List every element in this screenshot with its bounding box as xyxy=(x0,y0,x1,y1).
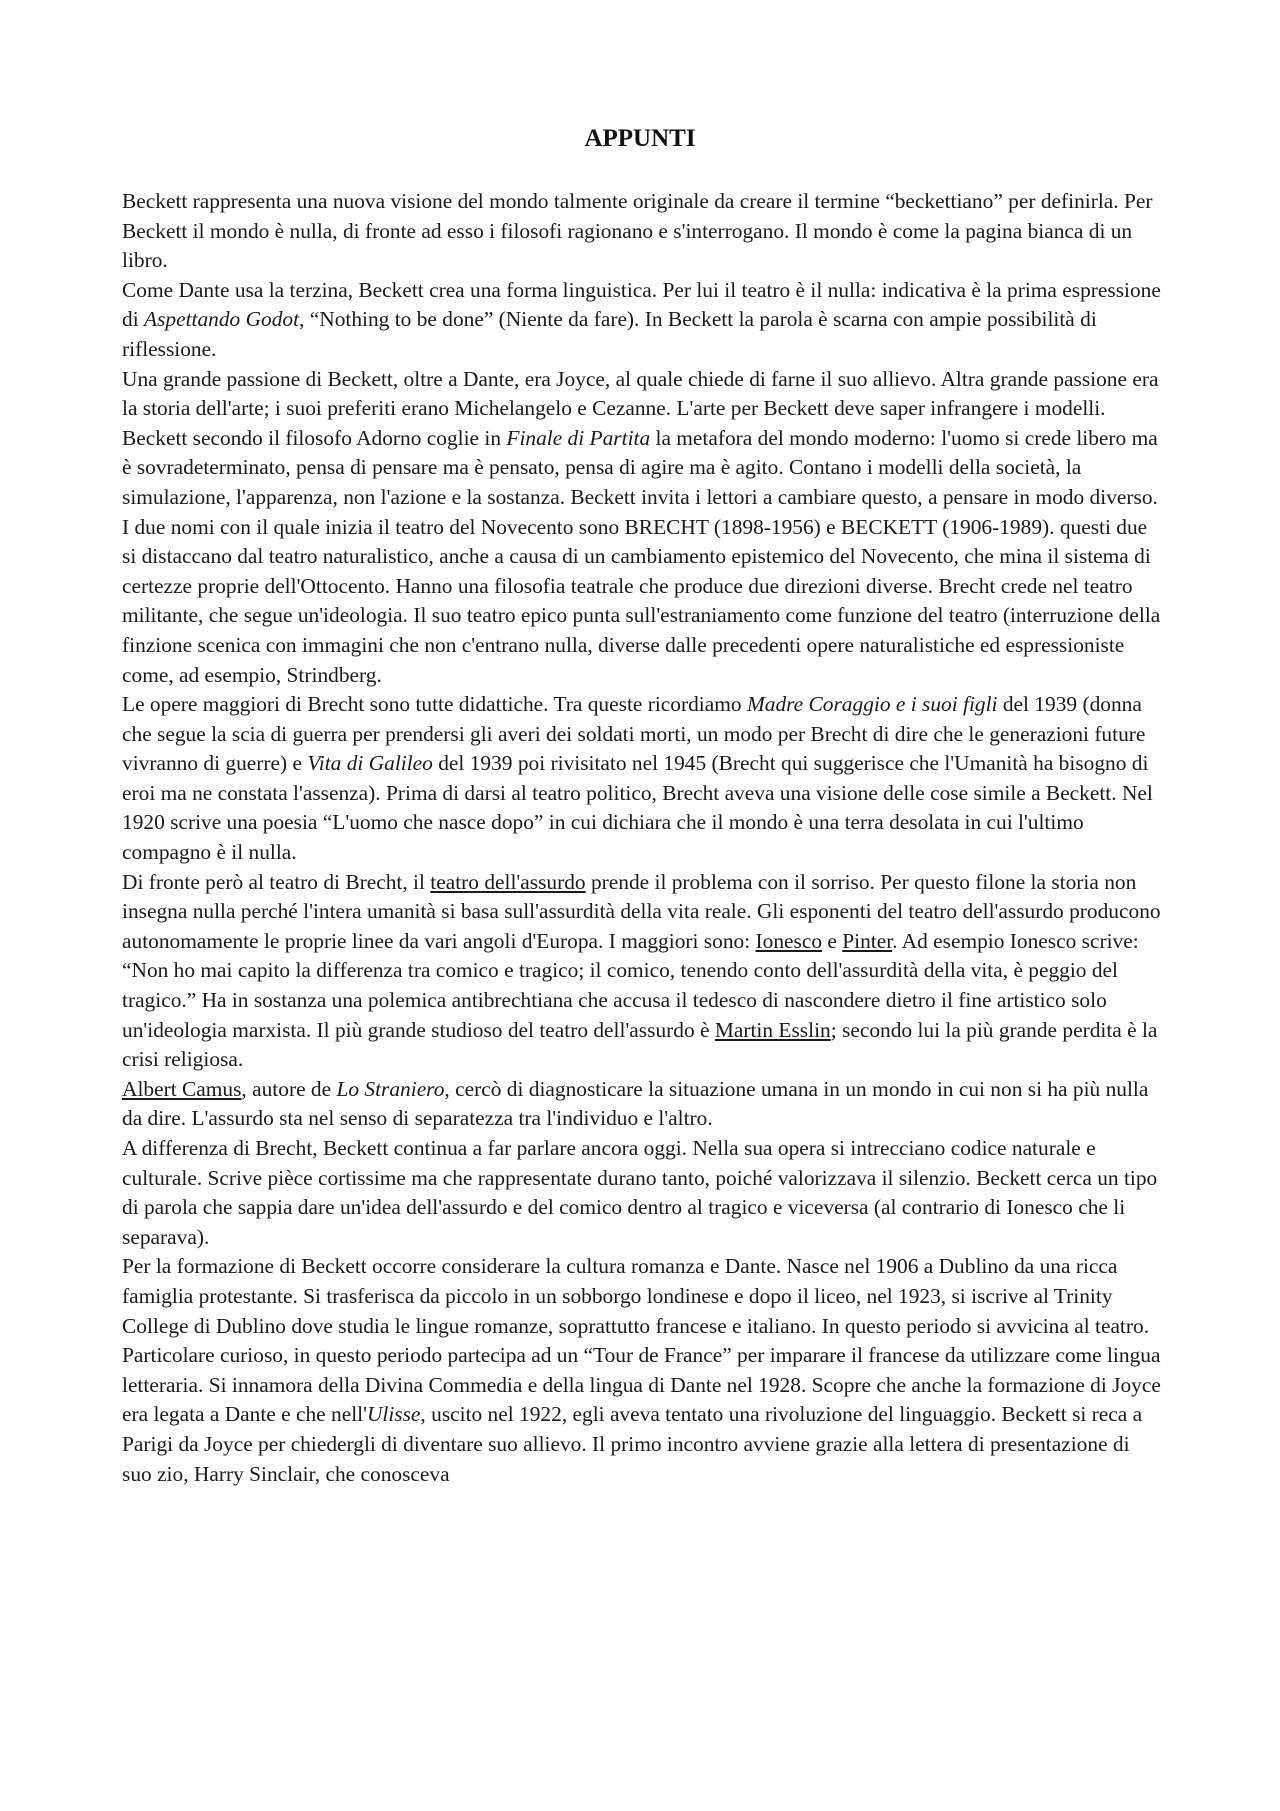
link-teatro-dell-assurdo[interactable]: teatro dell'assurdo xyxy=(430,869,586,894)
work-title-vita-di-galileo: Vita di Galileo xyxy=(307,751,433,776)
page-title: APPUNTI xyxy=(584,125,696,152)
paragraph-text: , cercò di diagnosticare la situazione umana in un mondo in cui non si ha più nulla da dire. L'assurdo sta nel senso di separatezza tra l'individuo e l'altro. xyxy=(122,1076,1149,1131)
paragraph-text: Una grande passione di Beckett, oltre a Dante, era Joyce, al quale chiede di farne il suo allievo. Altra grande passione era la storia dell'arte; i suoi preferiti erano Michelangelo e Cezanne. L'arte per Beckett deve saper infrangere i modelli. xyxy=(122,366,1159,421)
paragraph-text: del 1939 poi rivisitato nel 1945 (Brecht qui suggerisce che l'Umanità ha bisogno di eroi ma ne constata l'assenza). Prima di darsi al teatro politico, Brecht aveva una visione delle cose simile a Beckett. Nel 1920 scrive una poesia “L'uomo che nasce dopo” in cui dichiara che il mondo è una terra desolata in cui l'ultimo compagno è il nulla. xyxy=(122,751,1153,865)
paragraph-2 xyxy=(122,276,1162,365)
paragraph-text: Di fronte però al teatro di Brecht, il xyxy=(122,869,431,894)
paragraph-text: I due nomi con il quale inizia il teatro del Novecento sono BRECHT (1898-1956) e BECKETT (1906-1989). questi due si distaccano dal teatro naturalistico, anche a causa di un cambiamento epistemico del Novecento, che mina il sistema di certezze proprie dell'Ottocento. Hanno una filosofia teatrale che produce due direzioni diverse. Brecht crede nel teatro militante, che segue un'ideologia. Il suo teatro epico punta sull'estraniamento come funzione del teatro (interruzione della finzione scenica con immagini che non c'entrano nulla, diverse dalle precedenti opere naturalistiche ed espressioniste come, ad esempio, Strindberg. xyxy=(122,514,1161,687)
paragraph-5 xyxy=(122,513,1162,691)
paragraph-10 xyxy=(122,1252,1162,1489)
paragraph-text: la metafora del mondo moderno: l'uomo si crede libero ma è sovradeterminato, pensa di pensare ma è pensato, pensa di agire ma è agito. Contano i modelli della società, la simulazione, l'apparenza, non l'azione e la sostanza. Beckett invita i lettori a cambiare questo, a pensare in modo diverso. xyxy=(122,425,1158,509)
paragraph-text: Come Dante usa la terzina, Beckett crea una forma linguistica. Per lui il teatro è il nulla: indicativa è la prima espressione di xyxy=(122,277,1161,332)
paragraph-text: , “Nothing to be done” (Niente da fare). In Beckett la parola è scarna con ampie possibilità di riflessione. xyxy=(122,307,1097,361)
link-albert-camus[interactable]: Albert Camus xyxy=(122,1076,242,1101)
work-title-lo-straniero: Lo Straniero xyxy=(336,1076,445,1101)
work-title-aspettando-godot: Aspettando Godot xyxy=(144,307,300,332)
paragraph-text: del 1939 (donna che segue la scia di guerra per prendersi gli averi dei soldati morti, un modo per Brecht di dire che le generazioni future vivranno di guerre) e xyxy=(122,692,1146,776)
paragraph-8 xyxy=(122,1075,1162,1134)
paragraph-6 xyxy=(122,690,1162,868)
paragraph-4 xyxy=(122,424,1162,513)
paragraph-text: ; secondo lui la più grande perdita è la crisi religiosa. xyxy=(122,1017,1158,1072)
work-title-madre-coraggio: Madre Coraggio e i suoi figli xyxy=(746,692,998,717)
paragraph-7 xyxy=(122,868,1162,1075)
paragraph-text: e xyxy=(822,928,843,953)
paragraph-text: Beckett secondo il filosofo Adorno coglie in xyxy=(122,425,507,450)
work-title-ulisse: Ulisse xyxy=(366,1402,421,1427)
paragraph-text: , uscito nel 1922, egli aveva tentato una rivoluzione del linguaggio. Beckett si reca a Parigi da Joyce per chiedergli di diventare suo allievo. Il primo incontro avviene grazie alla lettera di presentazione di suo zio, Harry Sinclair, che conosceva xyxy=(122,1402,1143,1486)
paragraph-text: , autore de xyxy=(241,1076,337,1101)
document-body xyxy=(122,187,1162,1489)
paragraph-9 xyxy=(122,1134,1162,1252)
link-ionesco[interactable]: Ionesco xyxy=(755,928,823,953)
paragraph-text: prende il problema con il sorriso. Per questo filone la storia non insegna nulla perché l'intera umanità si basa sull'assurdità della vita reale. Gli esponenti del teatro dell'assurdo producono autonomamente le proprie linee da vari angoli d'Europa. I maggiori sono: xyxy=(122,869,1161,953)
paragraph-3 xyxy=(122,365,1162,424)
link-martin-esslin[interactable]: Martin Esslin xyxy=(714,1017,831,1042)
paragraph-1 xyxy=(122,187,1162,276)
paragraph-text: Le opere maggiori di Brecht sono tutte didattiche. Tra queste ricordiamo xyxy=(122,692,747,717)
paragraph-text: Beckett rappresenta una nuova visione del mondo talmente originale da creare il termine “beckettiano” per definirla. Per Beckett il mondo è nulla, di fronte ad esso i filosofi ragionano e s'interrogano. Il mondo è come la pagina bianca di un libro. xyxy=(122,189,1153,273)
paragraph-text: Per la formazione di Beckett occorre considerare la cultura romanza e Dante. Nasce nel 1906 a Dublino da una ricca famiglia protestante. Si trasferisca da piccolo in un sobborgo londinese e dopo il liceo, nel 1923, si iscrive al Trinity College di Dublino dove studia le lingue romanze, soprattutto francese e italiano. In questo periodo si avvicina al teatro. Particolare curioso, in questo periodo partecipa ad un “Tour de France” per imparare il francese da utilizzare come lingua letteraria. Si innamora della Divina Commedia e della lingua di Dante nel 1928. Scopre che anche la formazione di Joyce era legata a Dante e che nell' xyxy=(122,1254,1161,1427)
paragraph-text: A differenza di Brecht, Beckett continua a far parlare ancora oggi. Nella sua opera si intrecciano codice naturale e culturale. Scrive pièce cortissime ma che rappresentate durano tanto, poiché valorizzava il silenzio. Beckett cerca un tipo di parola che sappia dare un'idea dell'assurdo e del comico dentro al tragico e viceversa (al contrario di Ionesco che li separava). xyxy=(122,1136,1158,1249)
paragraph-text: . Ad esempio Ionesco scrive: “Non ho mai capito la differenza tra comico e tragico; il comico, tenendo conto dell'assurdità della vita, è peggio del tragico.” Ha in sostanza una polemica antibrechtiana che accusa il tedesco di nascondere dietro il fine artistico solo un'ideologia marxista. Il più grande studioso del teatro dell'assurdo è xyxy=(122,928,1139,1042)
link-pinter[interactable]: Pinter xyxy=(842,928,893,953)
work-title-finale-di-partita: Finale di Partita xyxy=(506,425,651,450)
